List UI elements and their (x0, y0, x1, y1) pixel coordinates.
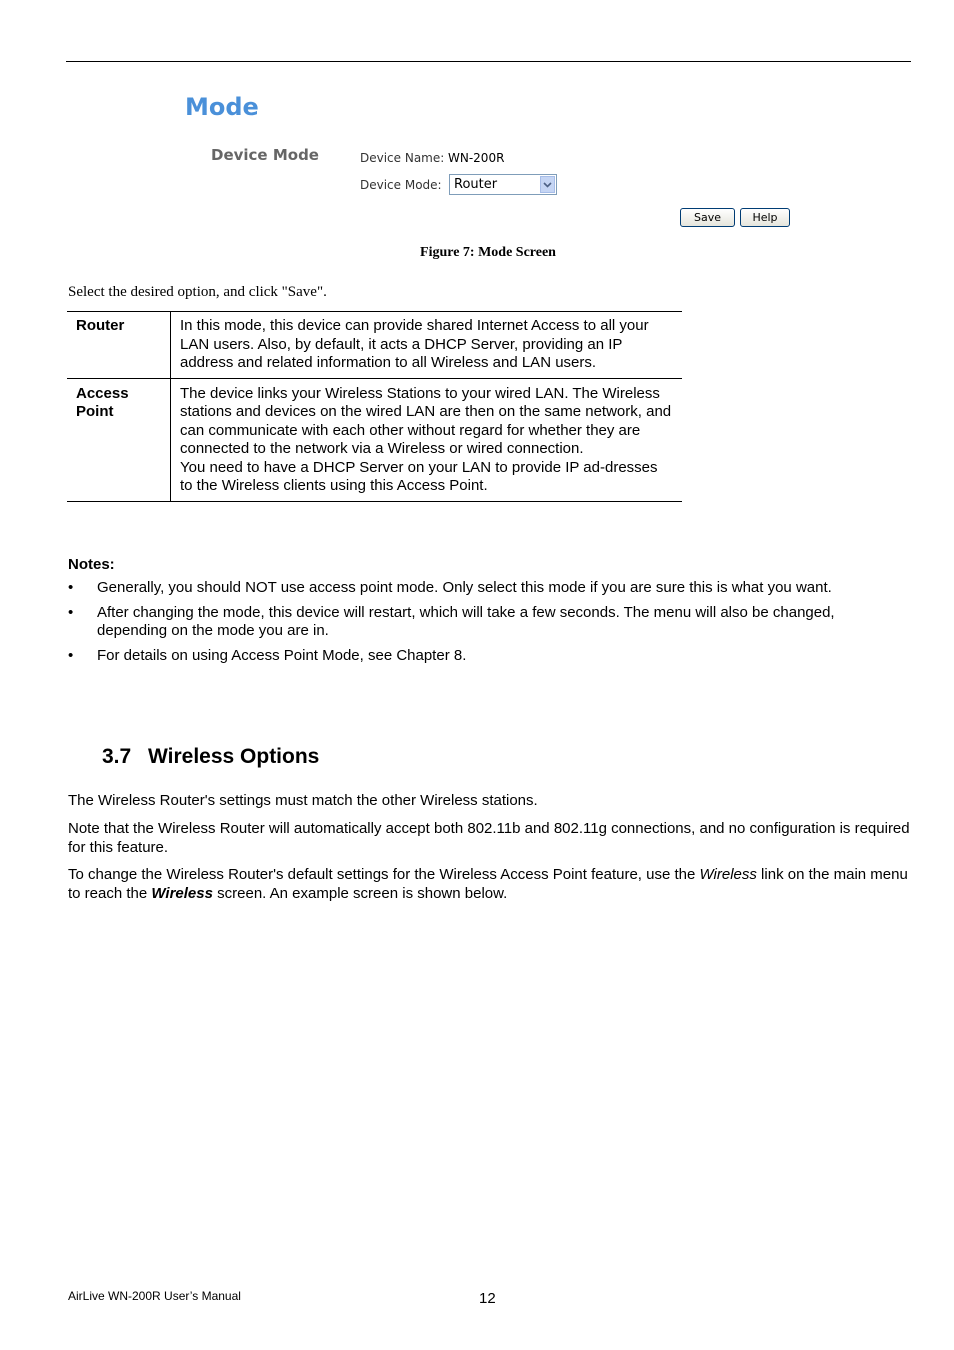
paragraph: Note that the Wireless Router will automatically accept both 802.11b and 802.11g connections, and no configuration is required for this feature. (68, 820, 910, 856)
save-button[interactable]: Save (680, 208, 735, 227)
description-line: You need to have a DHCP Server on your LAN to provide IP ad-dresses to the Wireless clients using this Access Point. (180, 458, 658, 494)
mode-description-access-point (171, 378, 683, 501)
notes-list (68, 579, 908, 671)
device-name-label: Device Name: (360, 151, 445, 165)
paragraph-text: To change the Wireless Router's default settings for the Wireless Access Point feature, use the (68, 866, 700, 883)
device-name-value: WN-200R (448, 151, 505, 165)
paragraph-text: link on the main menu to reach the (68, 866, 908, 902)
mode-options-table (67, 311, 682, 502)
wireless-screen-reference: Wireless (151, 884, 213, 902)
chevron-down-icon[interactable] (540, 176, 555, 193)
header-rule (66, 61, 911, 62)
footer-manual-title: AirLive WN-200R User’s Manual (68, 1289, 241, 1303)
mode-description-router (171, 312, 683, 379)
bullet-icon: • (68, 603, 74, 621)
notes-title: Notes: (68, 556, 115, 573)
device-mode-label: Device Mode: (360, 178, 442, 192)
mode-name-access-point (67, 378, 171, 501)
paragraph-text: screen. An example screen is shown below. (212, 884, 508, 902)
section-title: Wireless Options (148, 745, 320, 768)
list-item (68, 647, 908, 666)
table-row (67, 378, 682, 501)
figure-caption: Figure 7: Mode Screen (420, 245, 556, 260)
bullet-icon: • (68, 646, 74, 664)
device-mode-heading: Device Mode (211, 146, 319, 164)
list-item (68, 579, 908, 598)
mode-name-access-point-label: Access Point (76, 384, 129, 420)
mode-screen-title: Mode (185, 93, 259, 121)
paragraph: The Wireless Router's settings must match the other Wireless stations. (68, 792, 538, 809)
wireless-link-reference: Wireless (699, 866, 757, 883)
description-line: The device links your Wireless Stations to your wired LAN. The Wireless stations and devices on the wired LAN are then on the same network, and can communicate with each other without regard for whether they are connected to the network via a Wireless or wired connection. (180, 384, 672, 457)
paragraph (68, 866, 916, 903)
device-mode-select[interactable] (449, 174, 557, 195)
section-heading (102, 745, 319, 769)
note-text: After changing the mode, this device will restart, which will take a few seconds. The menu will also be changed, depending on the mode you are in. (97, 603, 835, 639)
help-button[interactable]: Help (740, 208, 790, 227)
table-row (67, 312, 682, 379)
note-text: Generally, you should NOT use access point mode. Only select this mode if you are sure this is what you want. (97, 579, 832, 596)
page-number: 12 (479, 1290, 496, 1307)
section-number: 3.7 (102, 745, 132, 768)
list-item (68, 604, 908, 641)
intro-text: Select the desired option, and click "Save". (68, 284, 327, 300)
bullet-icon: • (68, 579, 74, 596)
description-line: In this mode, this device can provide shared Internet Access to all your LAN users. Also, by default, it acts a DHCP Server, providing an IP address and related information to all Wireless and LAN users. (180, 317, 649, 371)
note-text: For details on using Access Point Mode, see Chapter 8. (97, 646, 467, 664)
device-mode-selected: Router (454, 177, 498, 192)
mode-name-router: Router (67, 312, 171, 379)
